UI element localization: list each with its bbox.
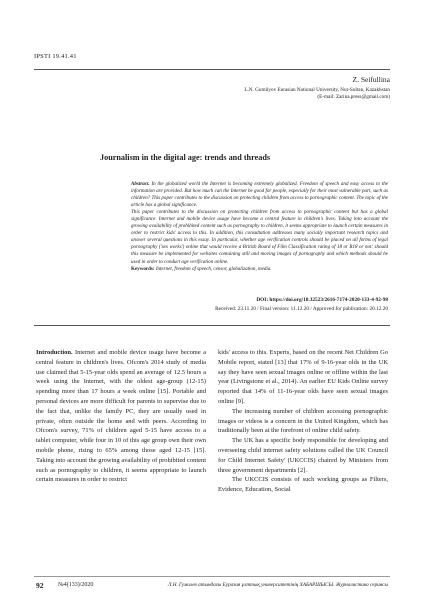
- author-affiliation: L.N. Gumilyov Eurasian National University, Nur-Sultan, Kazakhstan: [244, 87, 390, 93]
- received-dates: Received: 23.11.20 / Final version: 11.12.20 / Approved for publication: 20.12.20: [215, 306, 388, 312]
- journal-name: Л.Н. Гумилев атындағы Еуразия ұлттық университетінің ХАБАРШЫСЫ. Журналистика сериясы: [167, 582, 388, 588]
- header-divider: [34, 69, 390, 70]
- abstract-label: Abstract.: [131, 181, 150, 187]
- abstract-text: In the globalized world the Internet is becoming extremely globalized. Freedom of speech and easy access to the information are provided. But how much can the Internet be good for people, especially for their most vulnerable part, such as children? This paper contributes to the discussion on protecting children from access to pornographic content. The topic of the article has a global significance.: [131, 181, 388, 209]
- doi-link[interactable]: DOI: https://doi.org/10.32523/2616-7174-2020-133-4-92-98: [256, 297, 388, 303]
- author-block: [90, 75, 390, 101]
- author-email: (E-mail: Zarina.press@gmail.com): [317, 94, 390, 100]
- abstract-paragraph: [131, 181, 388, 209]
- intro-paragraph: [36, 348, 206, 485]
- body-column-left: [36, 348, 206, 485]
- keywords-line: [131, 266, 388, 273]
- irsti-code: IPSTI 19.41.41: [34, 53, 77, 60]
- article-title: Journalism in the digital age: trends and threads: [100, 153, 271, 162]
- section-divider: [34, 325, 390, 326]
- intro-text: Internet and mobile device usage have become a central feature in children's lives. Ofcom's 2014 study of media use claimed that 5-15-year olds spend an average of 12.5 hours a week using the Internet, with the oldest age-group (12-15) spending more than 17 hours a week online [15]. Portable and personal devices are more difficult for parents to supervise due to the fact that, unlike the family PC, they are usually used in private, often outside the home and with peers. According to Ofcom's survey, 71% of children aged 5-15 have access to a tablet computer, while four in 10 of this age group own their own mobile phone, rising to 65% among those aged 12-15 [15]. Taking into account the growing availability of prohibited content such as pornography to children, it seems appropriate to launch certain measures in order to restrict: [36, 349, 206, 484]
- page-number: 92: [36, 581, 44, 590]
- abstract-block: [131, 181, 388, 273]
- keywords-text: Internet, freedom of speech, censor, globalization, media.: [155, 265, 272, 272]
- body-paragraph-4: The UKCCIS consists of such working groups as Filters, Evidence, Education, Social: [218, 476, 388, 494]
- body-paragraph-3: The UK has a specific body responsible for developing and overseeing child internet safety solutions called the UK Council for Child Internet Safety' (UKCCIS) chaired by Ministers from three government departments [2].: [218, 437, 388, 474]
- issue-number: №4(133)/2020: [58, 582, 94, 588]
- keywords-label: Keywords:: [131, 265, 155, 272]
- intro-heading: Introduction.: [36, 349, 73, 356]
- body-paragraph-2: The increasing number of children accessing pornographic images or videos is a concern in the United Kingdom, which has traditionally been at the forefront of online child safety.: [218, 407, 388, 435]
- footer-divider: [34, 576, 390, 577]
- body-column-right: [218, 348, 388, 495]
- body-paragraph-1: kids' access to this. Experts, based on the recent Net Children Go Mobile report, stated [13] that 17% of 9-16-year olds in the UK say they have seen sexual images online or offline within the last year (Livingstone et al., 2014). An earlier EU Kids Online survey reported that 14% of 11-16-year olds have seen sexual images online [9].: [218, 349, 388, 405]
- abstract-text-2: This paper contributes to the discussion on protecting children from access to pornographic content but has a global significance. Internet and mobile device usage have become a central feature in children's lives. Taking into account the growing availability of prohibited content such as pornography to children, it seems appropriate to launch certain measures in order to restrict kids' access to this. In addition, this consultation addresses many socially important research topics and answer several questions in this essay. In particular, whether age verification controls should be placed on all forms of legal pornography ('sex works') online that would receive a British Board of Film Classification rating of 18 or R18 or not: should this measure be implemented for websites containing still and moving images of pornography and which methods should be used in order to conduct age verification online.: [131, 209, 388, 265]
- author-name: Z. Seifullina: [352, 75, 390, 84]
